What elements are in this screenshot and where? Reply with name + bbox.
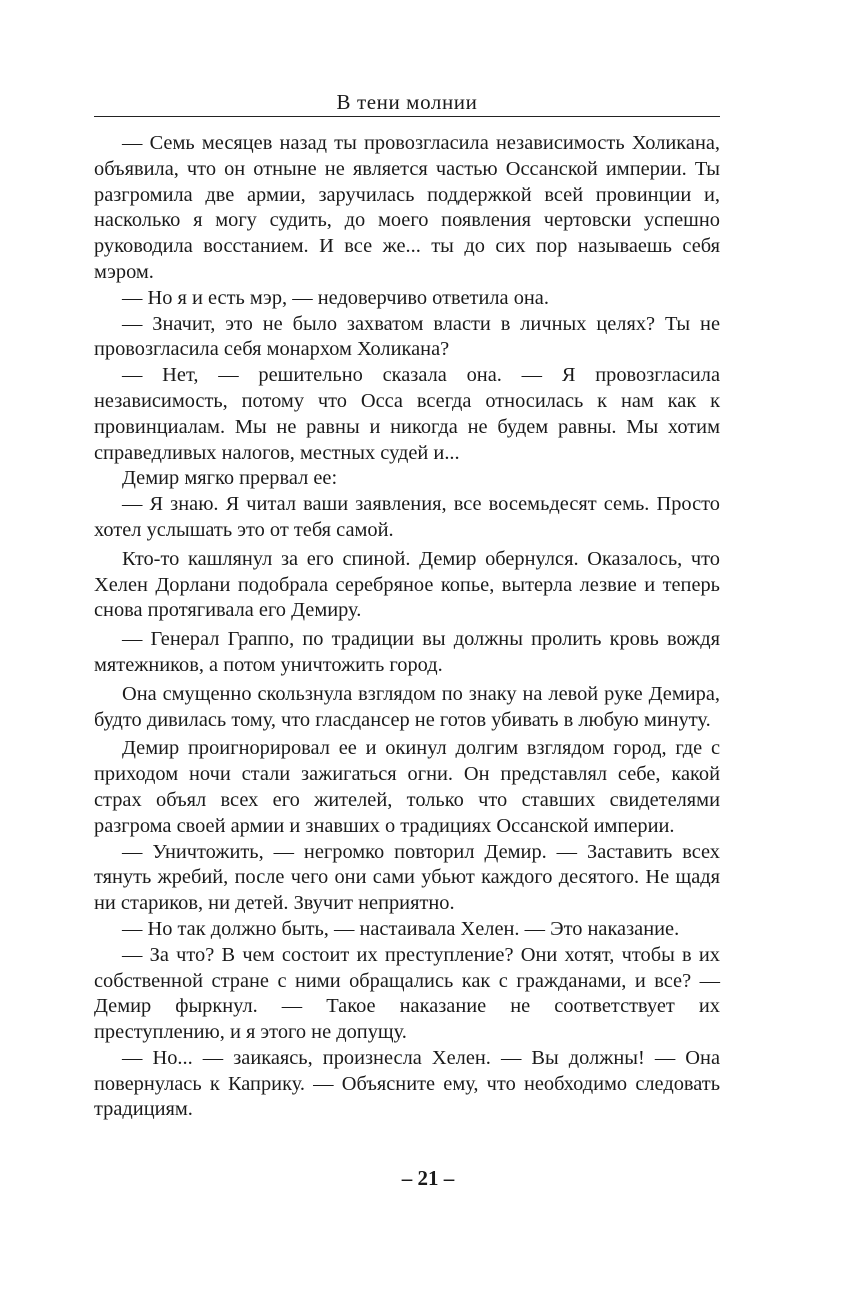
paragraph: — Но так должно быть, — настаивала Хелен. — Это наказание. — [122, 917, 680, 940]
paragraph: — Уничтожить, — негромко повторил Демир. — Заставить всех тянуть жребий, после чего они сами убьют каждого десятого. Не щадя ни стариков, ни детей. Звучит неприятно. — [94, 840, 720, 915]
paragraph: Демир мягко прервал ее: — [122, 467, 338, 490]
book-page — [94, 82, 720, 1123]
body-text — [94, 131, 720, 1123]
paragraph: — Но... — заикаясь, произнесла Хелен. — Вы должны! — Она повернулась к Каприку. — Объясните ему, что необходимо следовать традициям. — [94, 1046, 720, 1121]
paragraph: — Нет, — решительно сказала она. — Я провозгласила независимость, потому что Осса всегда относилась к нам как к провинциалам. Мы не равны и никогда не будем равны. Мы хотим справедливых налогов, местных судей и... — [94, 364, 720, 464]
paragraph: — Генерал Граппо, по традиции вы должны пролить кровь вождя мятежников, а потом уничтожить город. — [94, 628, 720, 676]
paragraph: — Но я и есть мэр, — недоверчиво ответила она. — [122, 286, 549, 309]
paragraph: — За что? В чем состоит их преступление? Они хотят, чтобы в их собственной стране с ними обращались как с гражданами, и все? — Демир фыркнул. — Такое наказание не соответствует их преступлению, и я этого не допущу. — [94, 943, 720, 1044]
running-head: В тени молнии — [336, 90, 478, 114]
paragraph: — Я знаю. Я читал ваши заявления, все восемьдесят семь. Просто хотел услышать это от тебя самой. — [94, 493, 720, 541]
paragraph: — Значит, это не было захватом власти в личных целях? Ты не провозгласила себя монархом Холикана? — [94, 312, 720, 361]
header-rule — [94, 116, 720, 117]
paragraph: Демир проигнорировал ее и окинул долгим взглядом город, где с приходом ночи стали зажигаться огни. Он представлял себе, какой страх объял всех его жителей, только что ставших свидетелями разгрома своей армии и знавших о традициях Оссанской империи. — [94, 737, 720, 837]
page-number: – 21 – — [401, 1166, 455, 1190]
paragraph: — Семь месяцев назад ты провозгласила независимость Холикана, объявила, что он отныне не является частью Оссанской империи. Ты разгромила две армии, заручилась поддержкой всей провинции и, насколько я могу судить, до моего появления чертовски успешно руководила восстанием. И все же... ты до сих пор называешь себя мэром. — [94, 132, 720, 283]
paragraph: Она смущенно скользнула взглядом по знаку на левой руке Демира, будто дивилась тому, что гласдансер не готов убивать в любую минуту. — [94, 682, 720, 731]
paragraph: Кто-то кашлянул за его спиной. Демир обернулся. Оказалось, что Хелен Дорлани подобрала серебряное копье, вытерла лезвие и теперь снова протягивала его Демиру. — [94, 547, 720, 622]
